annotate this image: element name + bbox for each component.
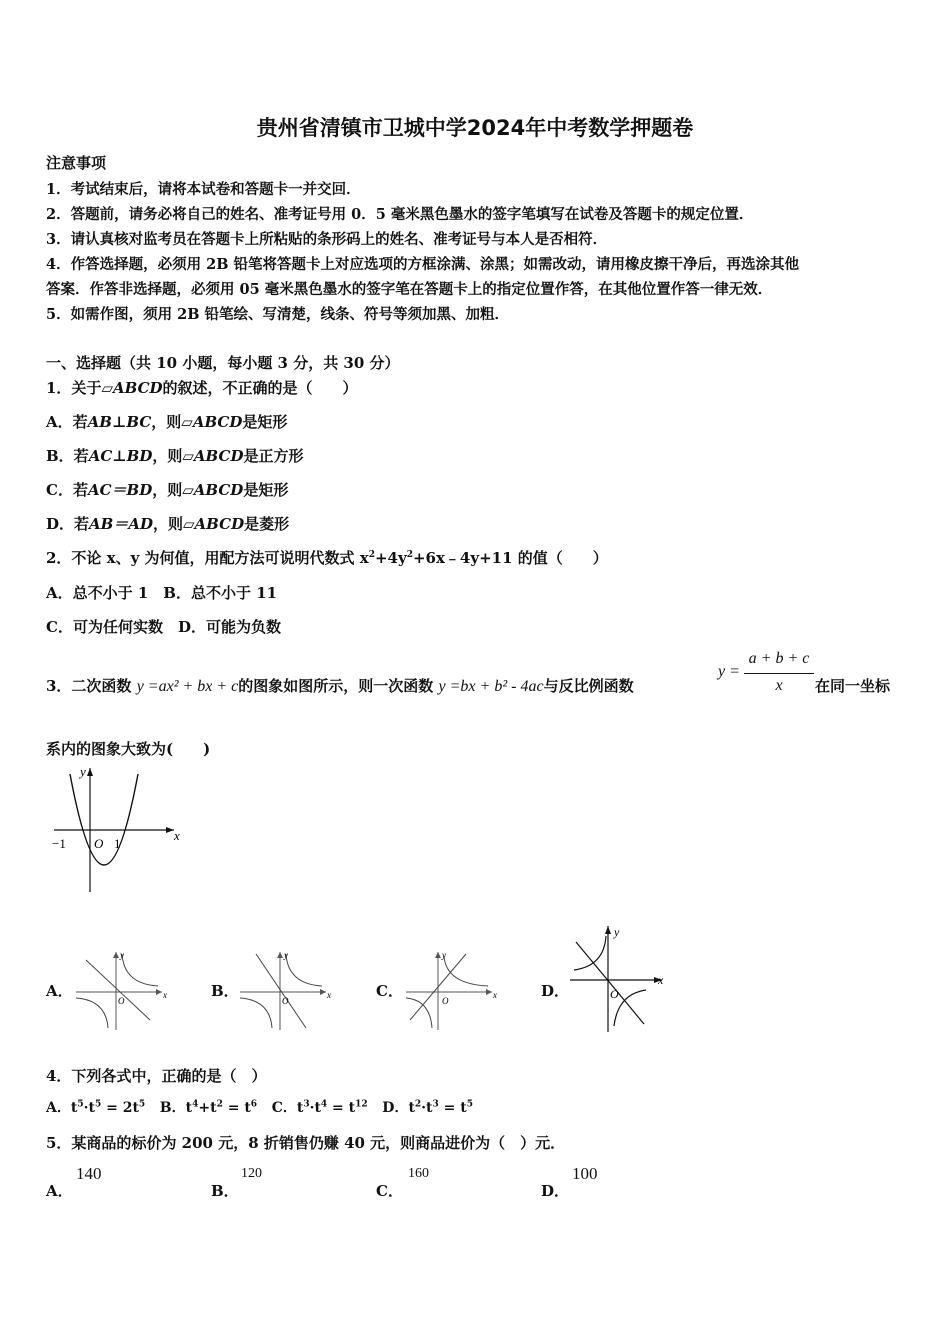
q1-option-a: A．若AB⊥BC，则▱ABCD是矩形 [46, 413, 288, 431]
parabola-curve [70, 774, 138, 865]
question-4: 4．下列各式中，正确的是（ ） [46, 1067, 267, 1085]
q3-option-c-graph [402, 948, 502, 1034]
notice-item-1: 1．考试结束后，请将本试卷和答题卡一并交回． [46, 181, 361, 198]
linear-function: y =bx + b² - 4ac [438, 678, 544, 695]
notice-item-4-cont: 答案．作答非选择题，必须用 05 毫米黑色墨水的签字笔在答题卡上的指定位置作答，在其他位置作答一律无效． [46, 281, 773, 298]
q5-option-c-letter: C． [376, 1182, 403, 1200]
svg-text:x: x [327, 990, 331, 1000]
svg-text:O: O [442, 996, 449, 1006]
question-3: 3．二次函数 y =ax² + bx + c的图象如图所示，则一次函数 y =bx + b² - 4ac与反比例函数 [46, 677, 634, 695]
inverse-function-y: y = [718, 663, 740, 680]
q3-option-a-letter: A． [46, 982, 73, 1000]
question-2: 2．不论 x、y 为何值，用配方法可说明代数式 $x^2+4y^2+6x﹣4y+11$ 的值（ ） [46, 549, 608, 567]
q5-option-b-value: 120 [241, 1166, 262, 1181]
svg-text:O: O [118, 996, 125, 1006]
svg-text:x: x [658, 973, 664, 987]
svg-text:y: y [120, 950, 124, 960]
fraction-numerator: a + b + c [748, 650, 810, 667]
notice-item-5: 5．如需作图，须用 2B 铅笔绘、写清楚，线条、符号等须加黑、加粗． [46, 306, 510, 323]
svg-text:O: O [282, 996, 289, 1006]
origin-label: O [94, 836, 104, 851]
question-5: 5．某商品的标价为 200 元，8 折销售仍赚 40 元，则商品进价为（ ）元． [46, 1134, 566, 1152]
q1-option-b: B．若AC⊥BD，则▱ABCD是正方形 [46, 447, 304, 465]
q2-options-row-1: A．总不小于 1 B．总不小于 11 [46, 584, 278, 602]
parabola-graph [46, 760, 196, 900]
fraction-bar [744, 673, 814, 674]
quadratic-function: y =ax² + bx + c [136, 678, 239, 695]
fraction-denominator: x [775, 677, 783, 694]
svg-text:y: y [614, 925, 620, 939]
svg-text:y: y [284, 950, 288, 960]
q5-option-a-letter: A． [46, 1182, 73, 1200]
q5-option-b-letter: B． [211, 1182, 239, 1200]
q2-options-row-2: C．可为任何实数 D．可能为负数 [46, 618, 281, 636]
y-axis-label: y [80, 764, 86, 779]
q3-option-d-letter: D． [541, 982, 570, 1000]
notice-item-3: 3．请认真核对监考员在答题卡上所粘贴的条形码上的姓名、准考证号与本人是否相符． [46, 231, 608, 248]
question-3-line-2: 系内的图象大致为( ) [46, 740, 211, 758]
q3-option-b-letter: B． [211, 982, 239, 1000]
q5-option-d-letter: D． [541, 1182, 570, 1200]
svg-text:y: y [442, 950, 446, 960]
svg-text:x: x [493, 990, 497, 1000]
page-title: 贵州省清镇市卫城中学2024年中考数学押题卷 [256, 116, 694, 140]
tick-label-1: 1 [114, 836, 121, 851]
y-axis-arrow [87, 768, 93, 776]
tick-label-neg1: −1 [52, 836, 66, 851]
notice-item-4: 4．作答选择题，必须用 2B 铅笔将答题卡上对应选项的方框涂满、涂黑；如需改动，请用橡皮擦干净后，再选涂其他 [46, 256, 800, 273]
svg-text:O: O [610, 987, 619, 1001]
q3-option-a-graph [72, 948, 172, 1034]
q3-option-d-graph [566, 922, 670, 1034]
q3-option-c-letter: C． [376, 982, 403, 1000]
parallelogram-symbol: ▱ABCD [101, 379, 163, 397]
q5-option-c-value: 160 [408, 1166, 429, 1181]
q5-option-a-value: 140 [76, 1164, 102, 1183]
question-1: 1．关于▱ABCD的叙述，不正确的是（ ） [46, 379, 358, 397]
q1-option-d: D．若AB＝AD，则▱ABCD是菱形 [46, 515, 290, 533]
q1-option-c: C．若AC＝BD，则▱ABCD是矩形 [46, 481, 289, 499]
q4-options: A．$t^5\cdot t^5 = 2t^5$ B．$t^4+t^2 = t^6$ C．$t^3\cdot t^4 = t^{12}$ D．$t^2\cdot t^3 = t^5$ [46, 1099, 473, 1116]
notice-heading: 注意事项 [46, 154, 107, 172]
section-heading: 一、选择题（共 10 小题，每小题 3 分，共 30 分） [46, 354, 400, 372]
notice-item-2: 2．答题前，请务必将自己的姓名、准考证号用 0．5 毫米黑色墨水的签字笔填写在试卷及答题卡的规定位置． [46, 206, 754, 223]
x-axis-arrow [166, 827, 174, 833]
svg-text:x: x [163, 990, 167, 1000]
q3-option-b-graph [236, 948, 336, 1034]
question-3-end: 在同一坐标 [815, 677, 891, 695]
q5-option-d-value: 100 [572, 1164, 598, 1183]
x-axis-label: x [174, 828, 180, 843]
